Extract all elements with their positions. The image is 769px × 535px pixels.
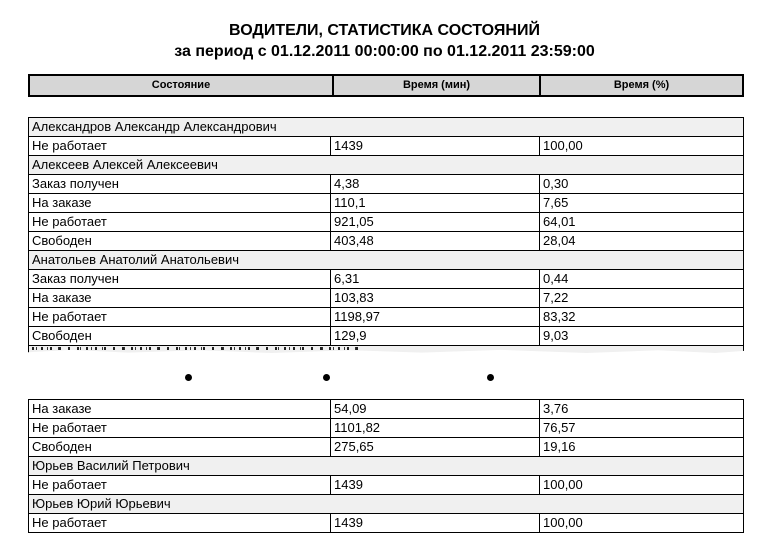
time-min-cell: 1101,82 xyxy=(331,419,540,438)
state-row xyxy=(29,400,744,419)
state-row xyxy=(29,194,744,213)
time-min-cell: 275,65 xyxy=(331,438,540,457)
time-pct-cell: 3,76 xyxy=(540,400,744,419)
time-min-cell: 921,05 xyxy=(331,213,540,232)
omission-dot xyxy=(487,374,494,381)
driver-name-cell: Алексеев Алексей Алексеевич xyxy=(29,156,744,175)
state-cell: Заказ получен xyxy=(29,175,331,194)
column-header-time-min: Время (мин) xyxy=(334,76,541,95)
driver-name-row xyxy=(29,457,744,476)
state-cell: Свободен xyxy=(29,327,331,346)
time-pct-cell: 76,57 xyxy=(540,419,744,438)
driver-name-row xyxy=(29,156,744,175)
time-min-cell: 1439 xyxy=(331,137,540,156)
drivers-table-top xyxy=(28,117,744,346)
state-cell: Не работает xyxy=(29,514,331,533)
state-cell: На заказе xyxy=(29,194,331,213)
report-period: за период с 01.12.2011 00:00:00 по 01.12.2011 23:59:00 xyxy=(174,43,595,60)
report-header xyxy=(0,20,769,62)
time-min-cell: 6,31 xyxy=(331,270,540,289)
state-cell: Не работает xyxy=(29,476,331,495)
state-cell: Свободен xyxy=(29,232,331,251)
driver-name-cell: Анатольев Анатолий Анатольевич xyxy=(29,251,744,270)
state-cell: Не работает xyxy=(29,213,331,232)
state-cell: Не работает xyxy=(29,419,331,438)
driver-name-cell: Юрьев Василий Петрович xyxy=(29,457,744,476)
state-row xyxy=(29,175,744,194)
column-header-time-pct: Время (%) xyxy=(613,78,670,91)
time-min-cell: 403,48 xyxy=(331,232,540,251)
state-cell: Свободен xyxy=(29,438,331,457)
state-row xyxy=(29,289,744,308)
time-pct-cell: 100,00 xyxy=(540,137,744,156)
time-min-cell: 103,83 xyxy=(331,289,540,308)
state-row xyxy=(29,419,744,438)
state-row xyxy=(29,270,744,289)
time-min-cell: 110,1 xyxy=(331,194,540,213)
time-pct-cell: 7,65 xyxy=(540,194,744,213)
time-pct-cell: 0,44 xyxy=(540,270,744,289)
driver-name-cell: Александров Александр Александрович xyxy=(29,118,744,137)
state-row xyxy=(29,438,744,457)
column-header-bar xyxy=(28,74,744,97)
state-row xyxy=(29,327,744,346)
omission-dot xyxy=(323,374,330,381)
time-pct-cell: 28,04 xyxy=(540,232,744,251)
state-row xyxy=(29,213,744,232)
report-title: ВОДИТЕЛИ, СТАТИСТИКА СОСТОЯНИЙ xyxy=(229,22,540,39)
state-row xyxy=(29,476,744,495)
state-row xyxy=(29,514,744,533)
time-pct-cell: 7,22 xyxy=(540,289,744,308)
state-cell: На заказе xyxy=(29,400,331,419)
time-pct-cell: 100,00 xyxy=(540,514,744,533)
time-pct-cell: 19,16 xyxy=(540,438,744,457)
state-row xyxy=(29,137,744,156)
driver-name-row xyxy=(29,251,744,270)
time-pct-cell: 100,00 xyxy=(540,476,744,495)
state-cell: Заказ получен xyxy=(29,270,331,289)
state-row xyxy=(29,232,744,251)
time-pct-cell: 9,03 xyxy=(540,327,744,346)
time-min-cell: 4,38 xyxy=(331,175,540,194)
driver-name-row xyxy=(29,118,744,137)
driver-name-cell: Юрьев Юрий Юрьевич xyxy=(29,495,744,514)
state-cell: Не работает xyxy=(29,137,331,156)
torn-page-break xyxy=(28,346,744,353)
time-pct-cell: 64,01 xyxy=(540,213,744,232)
column-header-state: Состояние xyxy=(30,76,334,95)
driver-name-row xyxy=(29,495,744,514)
time-pct-cell: 0,30 xyxy=(540,175,744,194)
time-pct-cell: 83,32 xyxy=(540,308,744,327)
state-row xyxy=(29,308,744,327)
cut-off-text-tops xyxy=(32,347,362,350)
time-min-cell: 129,9 xyxy=(331,327,540,346)
time-min-cell: 54,09 xyxy=(331,400,540,419)
omission-dot xyxy=(185,374,192,381)
state-cell: На заказе xyxy=(29,289,331,308)
time-min-cell: 1439 xyxy=(331,476,540,495)
time-min-cell: 1439 xyxy=(331,514,540,533)
drivers-table-bottom xyxy=(28,399,744,533)
time-min-cell: 1198,97 xyxy=(331,308,540,327)
state-cell: Не работает xyxy=(29,308,331,327)
